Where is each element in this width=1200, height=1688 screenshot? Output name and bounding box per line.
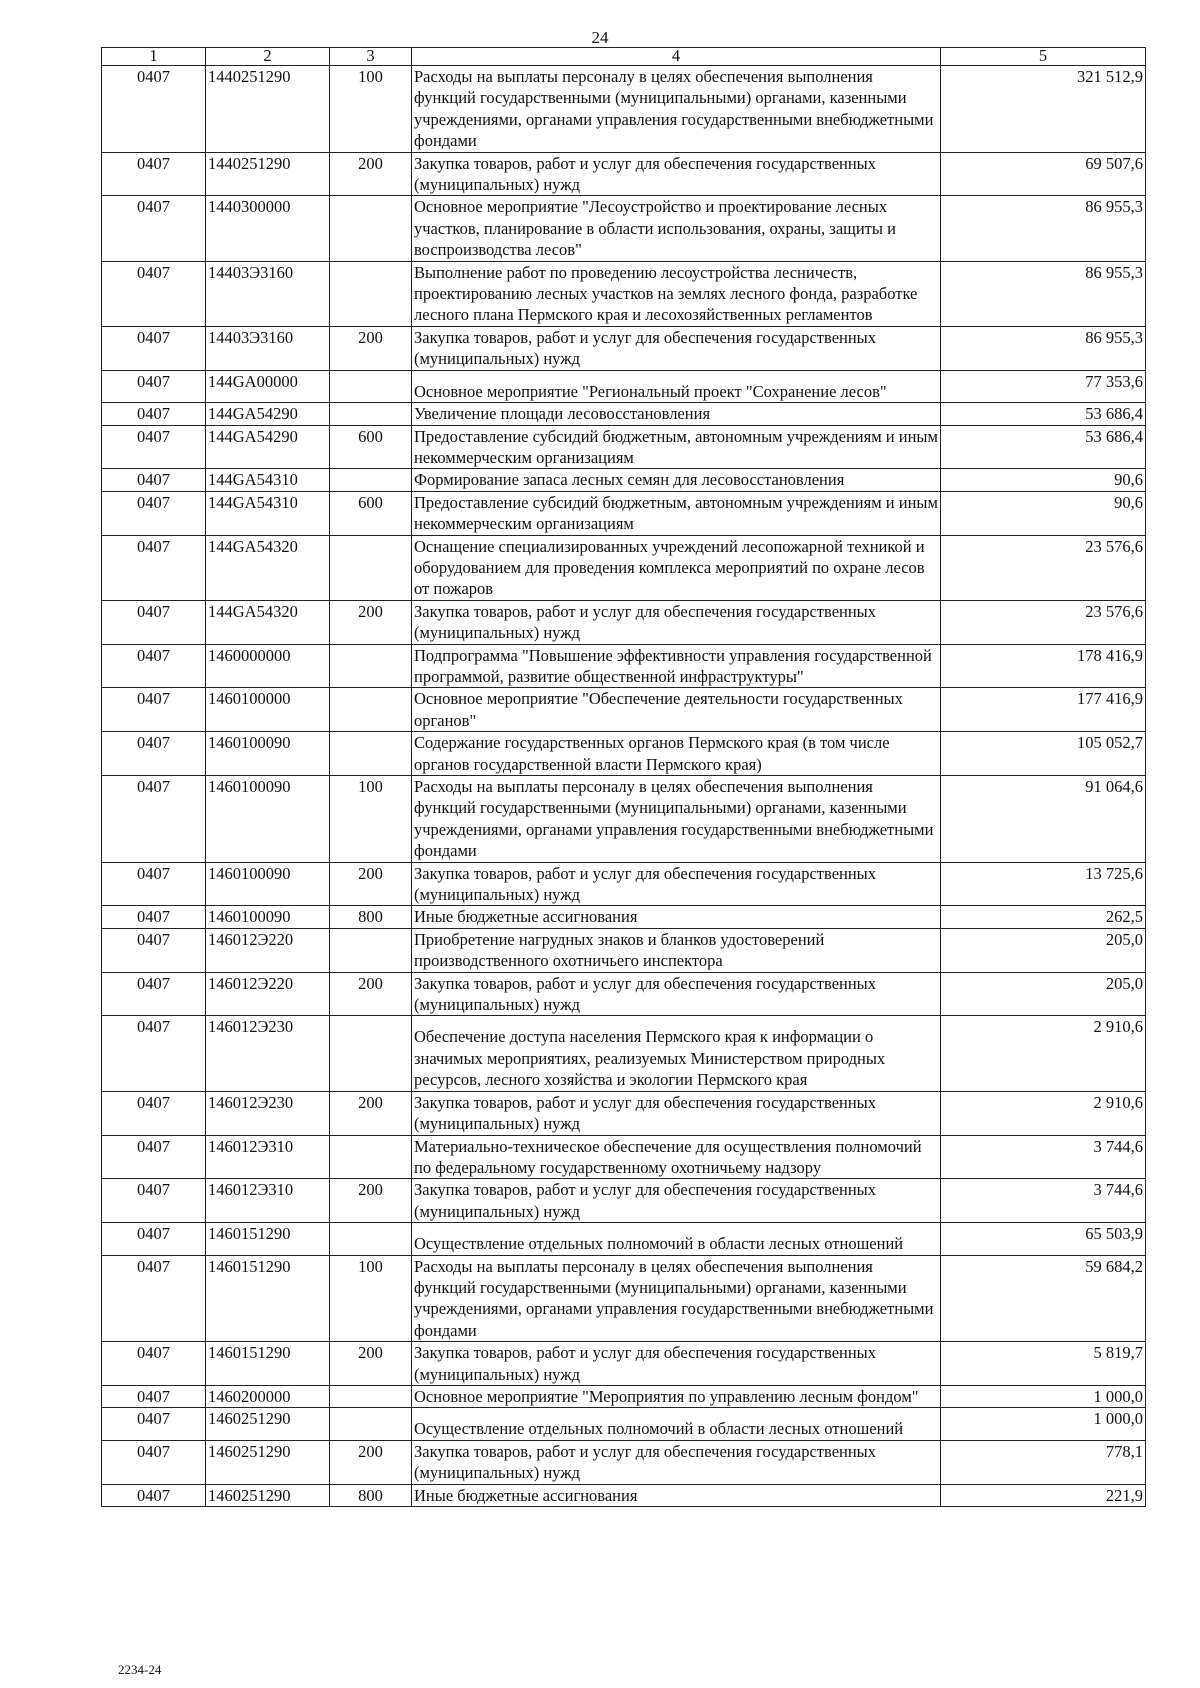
target-article-code-cell: 144GA54320 bbox=[206, 600, 330, 644]
target-article-code-cell: 1460100090 bbox=[206, 906, 330, 928]
expense-type-code-cell bbox=[330, 403, 412, 425]
target-article-code-cell: 1460100090 bbox=[206, 862, 330, 906]
amount-cell: 53 686,4 bbox=[941, 425, 1146, 469]
expense-type-code-cell bbox=[330, 928, 412, 972]
header-row bbox=[102, 48, 1146, 66]
target-article-code-cell: 1440251290 bbox=[206, 152, 330, 196]
table-row bbox=[102, 1135, 1146, 1179]
target-article-code-cell: 146012Э220 bbox=[206, 972, 330, 1016]
expense-type-code-cell: 100 bbox=[330, 776, 412, 863]
expense-type-code-cell: 200 bbox=[330, 326, 412, 370]
expense-description-cell: Закупка товаров, работ и услуг для обеспечения государственных (муниципальных) нужд bbox=[412, 1440, 941, 1484]
expense-type-code-cell bbox=[330, 261, 412, 326]
expense-type-code-cell: 600 bbox=[330, 491, 412, 535]
section-code-cell: 0407 bbox=[102, 1255, 206, 1342]
target-article-code-cell: 14403Э3160 bbox=[206, 326, 330, 370]
section-code-cell: 0407 bbox=[102, 1440, 206, 1484]
expense-description-cell: Основное мероприятие "Региональный проект "Сохранение лесов" bbox=[412, 370, 941, 402]
expense-description-cell: Осуществление отдельных полномочий в области лесных отношений bbox=[412, 1408, 941, 1440]
amount-cell: 23 576,6 bbox=[941, 535, 1146, 600]
expense-description-cell: Закупка товаров, работ и услуг для обеспечения государственных (муниципальных) нужд bbox=[412, 1179, 941, 1223]
table-row bbox=[102, 1016, 1146, 1091]
section-code-cell: 0407 bbox=[102, 152, 206, 196]
amount-cell: 177 416,9 bbox=[941, 688, 1146, 732]
expense-type-code-cell: 200 bbox=[330, 972, 412, 1016]
target-article-code-cell: 144GA54290 bbox=[206, 403, 330, 425]
table-body bbox=[102, 66, 1146, 1507]
expense-description-cell: Закупка товаров, работ и услуг для обеспечения государственных (муниципальных) нужд bbox=[412, 862, 941, 906]
page-number: 24 bbox=[591, 28, 609, 47]
section-code-cell: 0407 bbox=[102, 425, 206, 469]
amount-cell: 86 955,3 bbox=[941, 261, 1146, 326]
table-row bbox=[102, 1179, 1146, 1223]
expense-description-cell: Увеличение площади лесовосстановления bbox=[412, 403, 941, 425]
section-code-cell: 0407 bbox=[102, 370, 206, 402]
expense-description-cell: Закупка товаров, работ и услуг для обеспечения государственных (муниципальных) нужд bbox=[412, 972, 941, 1016]
expense-description-cell: Предоставление субсидий бюджетным, автономным учреждениям и иным некоммерческим организациям bbox=[412, 491, 941, 535]
expense-description-cell: Приобретение нагрудных знаков и бланков удостоверений производственного охотничьего инспектора bbox=[412, 928, 941, 972]
expense-description-cell: Закупка товаров, работ и услуг для обеспечения государственных (муниципальных) нужд bbox=[412, 326, 941, 370]
expense-type-code-cell bbox=[330, 1385, 412, 1407]
expense-type-code-cell: 200 bbox=[330, 862, 412, 906]
section-code-cell: 0407 bbox=[102, 776, 206, 863]
expense-description-cell: Закупка товаров, работ и услуг для обеспечения государственных (муниципальных) нужд bbox=[412, 600, 941, 644]
expense-type-code-cell bbox=[330, 1223, 412, 1255]
expense-description-cell: Выполнение работ по проведению лесоустройства лесничеств, проектированию лесных участков на землях лесного фонда, разработке лесного плана Пермского края и лесохозяйственных регламентов bbox=[412, 261, 941, 326]
amount-cell: 321 512,9 bbox=[941, 66, 1146, 153]
table-row bbox=[102, 1091, 1146, 1135]
expense-type-code-cell: 100 bbox=[330, 66, 412, 153]
budget-table bbox=[101, 47, 1146, 1507]
target-article-code-cell: 1460200000 bbox=[206, 1385, 330, 1407]
table-row bbox=[102, 491, 1146, 535]
section-code-cell: 0407 bbox=[102, 732, 206, 776]
target-article-code-cell: 1460251290 bbox=[206, 1484, 330, 1506]
target-article-code-cell: 1460151290 bbox=[206, 1255, 330, 1342]
table-row bbox=[102, 66, 1146, 153]
expense-type-code-cell bbox=[330, 732, 412, 776]
table-row bbox=[102, 1440, 1146, 1484]
table-header bbox=[102, 48, 1146, 66]
amount-cell: 53 686,4 bbox=[941, 403, 1146, 425]
amount-cell: 90,6 bbox=[941, 469, 1146, 491]
expense-description-cell: Материально-техническое обеспечение для осуществления полномочий по федеральному государственному охотничьему надзору bbox=[412, 1135, 941, 1179]
amount-cell: 91 064,6 bbox=[941, 776, 1146, 863]
target-article-code-cell: 1440251290 bbox=[206, 66, 330, 153]
expense-type-code-cell: 200 bbox=[330, 600, 412, 644]
amount-cell: 221,9 bbox=[941, 1484, 1146, 1506]
amount-cell: 1 000,0 bbox=[941, 1385, 1146, 1407]
amount-cell: 178 416,9 bbox=[941, 644, 1146, 688]
section-code-cell: 0407 bbox=[102, 1223, 206, 1255]
expense-description-cell: Основное мероприятие "Лесоустройство и проектирование лесных участков, планирование в области использования, охраны, защиты и воспроизводства лесов" bbox=[412, 196, 941, 261]
table-row bbox=[102, 928, 1146, 972]
table-row bbox=[102, 906, 1146, 928]
expense-type-code-cell bbox=[330, 1135, 412, 1179]
table-row bbox=[102, 535, 1146, 600]
table-row bbox=[102, 469, 1146, 491]
expense-description-cell: Расходы на выплаты персоналу в целях обеспечения выполнения функций государственными (муниципальными) органами, казенными учреждениями, органами управления государственными внебюджетными фондами bbox=[412, 776, 941, 863]
expense-description-cell: Обеспечение доступа населения Пермского края к информации о значимых мероприятиях, реализуемых Министерством природных ресурсов, лесного хозяйства и экологии Пермского края bbox=[412, 1016, 941, 1091]
expense-description-cell: Оснащение специализированных учреждений лесопожарной техникой и оборудованием для проведения комплекса мероприятий по охране лесов от пожаров bbox=[412, 535, 941, 600]
table-row bbox=[102, 1484, 1146, 1506]
amount-cell: 23 576,6 bbox=[941, 600, 1146, 644]
expense-type-code-cell: 800 bbox=[330, 906, 412, 928]
expense-type-code-cell bbox=[330, 196, 412, 261]
expense-description-cell: Основное мероприятие "Обеспечение деятельности государственных органов" bbox=[412, 688, 941, 732]
table-row bbox=[102, 776, 1146, 863]
target-article-code-cell: 1460100000 bbox=[206, 688, 330, 732]
target-article-code-cell: 144GA54320 bbox=[206, 535, 330, 600]
table-row bbox=[102, 261, 1146, 326]
expense-type-code-cell bbox=[330, 370, 412, 402]
target-article-code-cell: 146012Э310 bbox=[206, 1179, 330, 1223]
amount-cell: 205,0 bbox=[941, 972, 1146, 1016]
table-row bbox=[102, 972, 1146, 1016]
expense-type-code-cell bbox=[330, 1408, 412, 1440]
expense-type-code-cell bbox=[330, 688, 412, 732]
amount-cell: 5 819,7 bbox=[941, 1342, 1146, 1386]
table-row bbox=[102, 326, 1146, 370]
expense-type-code-cell: 200 bbox=[330, 1440, 412, 1484]
section-code-cell: 0407 bbox=[102, 1179, 206, 1223]
section-code-cell: 0407 bbox=[102, 972, 206, 1016]
amount-cell: 105 052,7 bbox=[941, 732, 1146, 776]
section-code-cell: 0407 bbox=[102, 66, 206, 153]
table-row bbox=[102, 1223, 1146, 1255]
table-row bbox=[102, 644, 1146, 688]
expense-description-cell: Основное мероприятие "Мероприятия по управлению лесным фондом" bbox=[412, 1385, 941, 1407]
section-code-cell: 0407 bbox=[102, 403, 206, 425]
amount-cell: 86 955,3 bbox=[941, 326, 1146, 370]
target-article-code-cell: 1460151290 bbox=[206, 1342, 330, 1386]
section-code-cell: 0407 bbox=[102, 644, 206, 688]
section-code-cell: 0407 bbox=[102, 535, 206, 600]
expense-description-cell: Иные бюджетные ассигнования bbox=[412, 1484, 941, 1506]
section-code-cell: 0407 bbox=[102, 1484, 206, 1506]
target-article-code-cell: 144GA00000 bbox=[206, 370, 330, 402]
target-article-code-cell: 1460151290 bbox=[206, 1223, 330, 1255]
target-article-code-cell: 146012Э220 bbox=[206, 928, 330, 972]
expense-description-cell: Закупка товаров, работ и услуг для обеспечения государственных (муниципальных) нужд bbox=[412, 1342, 941, 1386]
amount-cell: 3 744,6 bbox=[941, 1135, 1146, 1179]
section-code-cell: 0407 bbox=[102, 600, 206, 644]
amount-cell: 2 910,6 bbox=[941, 1016, 1146, 1091]
table-row bbox=[102, 152, 1146, 196]
amount-cell: 778,1 bbox=[941, 1440, 1146, 1484]
target-article-code-cell: 1440300000 bbox=[206, 196, 330, 261]
table-row bbox=[102, 370, 1146, 402]
target-article-code-cell: 146012Э230 bbox=[206, 1091, 330, 1135]
table-row bbox=[102, 403, 1146, 425]
amount-cell: 2 910,6 bbox=[941, 1091, 1146, 1135]
target-article-code-cell: 144GA54310 bbox=[206, 469, 330, 491]
expense-description-cell: Расходы на выплаты персоналу в целях обеспечения выполнения функций государственными (муниципальными) органами, казенными учреждениями, органами управления государственными внебюджетными фондами bbox=[412, 66, 941, 153]
section-code-cell: 0407 bbox=[102, 261, 206, 326]
expense-description-cell: Содержание государственных органов Пермского края (в том числе органов государственной власти Пермского края) bbox=[412, 732, 941, 776]
amount-cell: 13 725,6 bbox=[941, 862, 1146, 906]
amount-cell: 59 684,2 bbox=[941, 1255, 1146, 1342]
table-row bbox=[102, 862, 1146, 906]
column-header-1: 1 bbox=[102, 48, 206, 66]
expense-type-code-cell: 200 bbox=[330, 1091, 412, 1135]
amount-cell: 65 503,9 bbox=[941, 1223, 1146, 1255]
column-header-2: 2 bbox=[206, 48, 330, 66]
expense-description-cell: Формирование запаса лесных семян для лесовосстановления bbox=[412, 469, 941, 491]
target-article-code-cell: 1460251290 bbox=[206, 1440, 330, 1484]
amount-cell: 69 507,6 bbox=[941, 152, 1146, 196]
column-header-5: 5 bbox=[941, 48, 1146, 66]
expense-description-cell: Осуществление отдельных полномочий в области лесных отношений bbox=[412, 1223, 941, 1255]
section-code-cell: 0407 bbox=[102, 491, 206, 535]
column-header-4: 4 bbox=[412, 48, 941, 66]
expense-description-cell: Подпрограмма "Повышение эффективности управления государственной программой, развитие общественной инфраструктуры" bbox=[412, 644, 941, 688]
section-code-cell: 0407 bbox=[102, 469, 206, 491]
expense-type-code-cell bbox=[330, 1016, 412, 1091]
expense-type-code-cell bbox=[330, 469, 412, 491]
section-code-cell: 0407 bbox=[102, 1342, 206, 1386]
expense-type-code-cell: 800 bbox=[330, 1484, 412, 1506]
table-row bbox=[102, 688, 1146, 732]
target-article-code-cell: 146012Э230 bbox=[206, 1016, 330, 1091]
document-code: 2234-24 bbox=[118, 1662, 162, 1677]
section-code-cell: 0407 bbox=[102, 688, 206, 732]
section-code-cell: 0407 bbox=[102, 928, 206, 972]
target-article-code-cell: 1460100090 bbox=[206, 732, 330, 776]
expense-type-code-cell: 200 bbox=[330, 1179, 412, 1223]
section-code-cell: 0407 bbox=[102, 196, 206, 261]
section-code-cell: 0407 bbox=[102, 1408, 206, 1440]
section-code-cell: 0407 bbox=[102, 906, 206, 928]
target-article-code-cell: 144GA54310 bbox=[206, 491, 330, 535]
amount-cell: 1 000,0 bbox=[941, 1408, 1146, 1440]
table-row bbox=[102, 196, 1146, 261]
section-code-cell: 0407 bbox=[102, 862, 206, 906]
expense-type-code-cell: 200 bbox=[330, 1342, 412, 1386]
table-row bbox=[102, 1255, 1146, 1342]
amount-cell: 86 955,3 bbox=[941, 196, 1146, 261]
target-article-code-cell: 146012Э310 bbox=[206, 1135, 330, 1179]
table-row bbox=[102, 1342, 1146, 1386]
amount-cell: 205,0 bbox=[941, 928, 1146, 972]
expense-description-cell: Предоставление субсидий бюджетным, автономным учреждениям и иным некоммерческим организациям bbox=[412, 425, 941, 469]
table-row bbox=[102, 425, 1146, 469]
expense-type-code-cell: 200 bbox=[330, 152, 412, 196]
section-code-cell: 0407 bbox=[102, 1016, 206, 1091]
amount-cell: 90,6 bbox=[941, 491, 1146, 535]
target-article-code-cell: 14403Э3160 bbox=[206, 261, 330, 326]
expense-description-cell: Расходы на выплаты персоналу в целях обеспечения выполнения функций государственными (муниципальными) органами, казенными учреждениями, органами управления государственными внебюджетными фондами bbox=[412, 1255, 941, 1342]
section-code-cell: 0407 bbox=[102, 1091, 206, 1135]
target-article-code-cell: 144GA54290 bbox=[206, 425, 330, 469]
column-header-3: 3 bbox=[330, 48, 412, 66]
expense-description-cell: Закупка товаров, работ и услуг для обеспечения государственных (муниципальных) нужд bbox=[412, 1091, 941, 1135]
target-article-code-cell: 1460000000 bbox=[206, 644, 330, 688]
section-code-cell: 0407 bbox=[102, 326, 206, 370]
expense-type-code-cell: 600 bbox=[330, 425, 412, 469]
target-article-code-cell: 1460251290 bbox=[206, 1408, 330, 1440]
table-row bbox=[102, 1408, 1146, 1440]
amount-cell: 262,5 bbox=[941, 906, 1146, 928]
table-row bbox=[102, 732, 1146, 776]
expense-type-code-cell: 100 bbox=[330, 1255, 412, 1342]
expense-type-code-cell bbox=[330, 644, 412, 688]
target-article-code-cell: 1460100090 bbox=[206, 776, 330, 863]
expense-description-cell: Закупка товаров, работ и услуг для обеспечения государственных (муниципальных) нужд bbox=[412, 152, 941, 196]
table-row bbox=[102, 600, 1146, 644]
amount-cell: 3 744,6 bbox=[941, 1179, 1146, 1223]
expense-description-cell: Иные бюджетные ассигнования bbox=[412, 906, 941, 928]
amount-cell: 77 353,6 bbox=[941, 370, 1146, 402]
table-row bbox=[102, 1385, 1146, 1407]
section-code-cell: 0407 bbox=[102, 1385, 206, 1407]
section-code-cell: 0407 bbox=[102, 1135, 206, 1179]
expense-type-code-cell bbox=[330, 535, 412, 600]
